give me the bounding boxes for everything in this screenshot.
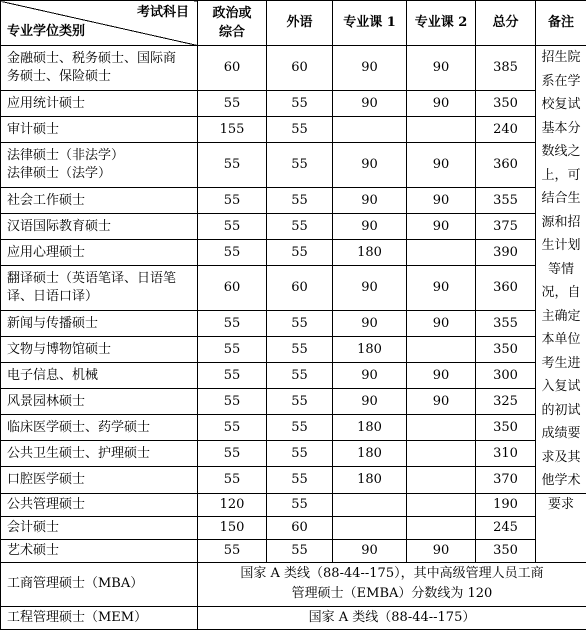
table-row	[1, 363, 586, 389]
score-foreign: 55	[267, 188, 333, 214]
table-row	[1, 117, 586, 143]
score-total: 390	[476, 240, 536, 266]
degree-category	[1, 467, 198, 493]
score-major1: 180	[333, 415, 407, 441]
score-total: 350	[476, 337, 536, 363]
remarks-line: 生计划	[538, 234, 584, 258]
degree-category-line: 金融硕士、税务硕士、国际商	[7, 50, 197, 68]
score-major1: 90	[333, 214, 407, 240]
remarks-line: 招生院	[538, 46, 584, 70]
degree-category	[1, 415, 198, 441]
degree-category-line: 法律硕士（法学）	[7, 165, 197, 183]
degree-category	[1, 516, 198, 539]
score-major1: 90	[333, 46, 407, 91]
degree-category-line: 译、日语口译）	[7, 288, 197, 306]
score-foreign: 55	[267, 117, 333, 143]
mba-note-line: 管理硕士（EMBA）分数线为 120	[204, 584, 580, 604]
degree-category	[1, 539, 198, 562]
score-major1: 180	[333, 240, 407, 266]
score-major1: 180	[333, 441, 407, 467]
score-total: 325	[476, 389, 536, 415]
score-major1: 90	[333, 389, 407, 415]
table-row	[1, 467, 586, 493]
degree-category-line: 应用心理硕士	[7, 244, 197, 262]
score-major1: 90	[333, 539, 407, 562]
degree-category	[1, 240, 198, 266]
score-politics: 55	[198, 311, 267, 337]
score-major2: 90	[407, 363, 476, 389]
degree-category-line: 公共卫生硕士、护理硕士	[7, 445, 197, 463]
score-foreign: 60	[267, 266, 333, 311]
header-major2: 专业课 2	[407, 1, 476, 46]
score-total: 355	[476, 311, 536, 337]
score-major1: 90	[333, 311, 407, 337]
mem-name: 工程管理硕士（MEM）	[7, 610, 147, 625]
diagonal-header-cell	[1, 1, 198, 46]
score-politics: 55	[198, 415, 267, 441]
score-major2: 90	[407, 188, 476, 214]
row-header-label: 专业学位类别	[7, 23, 85, 41]
table-row	[1, 91, 586, 117]
score-total: 300	[476, 363, 536, 389]
score-politics: 55	[198, 214, 267, 240]
header-total: 总分	[476, 1, 536, 46]
score-total: 355	[476, 188, 536, 214]
score-politics: 55	[198, 188, 267, 214]
degree-category-line: 审计硕士	[7, 121, 197, 139]
score-politics: 60	[198, 46, 267, 91]
score-politics: 55	[198, 389, 267, 415]
score-politics: 60	[198, 266, 267, 311]
degree-category-line: 临床医学硕士、药学硕士	[7, 419, 197, 437]
degree-category	[1, 91, 198, 117]
score-total: 370	[476, 467, 536, 493]
degree-category-line: 会计硕士	[7, 519, 197, 537]
degree-category	[1, 493, 198, 516]
degree-category-line: 务硕士、保险硕士	[7, 68, 197, 86]
degree-category-line: 文物与博物馆硕士	[7, 341, 197, 359]
header-remarks: 备注	[536, 1, 586, 46]
degree-category	[1, 214, 198, 240]
degree-category-line: 公共管理硕士	[7, 496, 197, 514]
degree-category-line: 社会工作硕士	[7, 192, 197, 210]
score-major1: 90	[333, 266, 407, 311]
score-major1: 90	[333, 143, 407, 188]
remarks-line: 他学术	[538, 469, 584, 493]
remarks-line: 基本分	[538, 117, 584, 141]
degree-category-line: 法律硕士（非法学）	[7, 147, 197, 165]
degree-category-line: 电子信息、机械	[7, 367, 197, 385]
degree-category	[1, 46, 198, 91]
score-foreign: 60	[267, 516, 333, 539]
remarks-line: 成绩要	[538, 422, 584, 446]
degree-category	[1, 389, 198, 415]
score-major1: 180	[333, 337, 407, 363]
remarks-line: 考生进	[538, 352, 584, 376]
remarks-line: 本单位	[538, 328, 584, 352]
score-major2: 90	[407, 311, 476, 337]
score-total: 360	[476, 143, 536, 188]
header-foreign: 外语	[267, 1, 333, 46]
mem-note: 国家 A 类线（88-44--175）	[198, 606, 586, 629]
score-major2	[407, 415, 476, 441]
table-row	[1, 441, 586, 467]
score-politics: 55	[198, 91, 267, 117]
degree-category	[1, 441, 198, 467]
score-major2: 90	[407, 539, 476, 562]
score-major1	[333, 516, 407, 539]
score-foreign: 55	[267, 240, 333, 266]
score-major2: 90	[407, 91, 476, 117]
score-major2: 90	[407, 266, 476, 311]
score-politics: 55	[198, 467, 267, 493]
col-header-label: 考试科目	[137, 4, 189, 22]
score-foreign: 55	[267, 539, 333, 562]
score-politics: 55	[198, 363, 267, 389]
degree-category-line: 翻译硕士（英语笔译、日语笔	[7, 270, 197, 288]
degree-category	[1, 117, 198, 143]
score-major1	[333, 117, 407, 143]
score-total: 310	[476, 441, 536, 467]
score-major2	[407, 467, 476, 493]
degree-category	[1, 143, 198, 188]
table-row	[1, 240, 586, 266]
score-total: 375	[476, 214, 536, 240]
degree-category	[1, 188, 198, 214]
remarks-line: 入复试	[538, 375, 584, 399]
score-total: 350	[476, 539, 536, 562]
degree-category	[1, 363, 198, 389]
table-row	[1, 214, 586, 240]
score-major1: 90	[333, 91, 407, 117]
score-politics: 55	[198, 337, 267, 363]
score-major2	[407, 441, 476, 467]
score-politics: 120	[198, 493, 267, 516]
degree-category-line: 口腔医学硕士	[7, 471, 197, 489]
score-foreign: 55	[267, 214, 333, 240]
table-row	[1, 188, 586, 214]
degree-category-line: 新闻与传播硕士	[7, 315, 197, 333]
table-row	[1, 311, 586, 337]
degree-category	[1, 266, 198, 311]
mba-note-line: 国家 A 类线（88-44--175），其中高级管理人员工商	[204, 564, 580, 584]
mba-note	[198, 562, 586, 606]
table-row-mem	[1, 606, 586, 629]
table-body	[1, 46, 586, 630]
table-row-mba	[1, 562, 586, 606]
header-politics: 政治或综合	[198, 1, 267, 46]
score-total: 240	[476, 117, 536, 143]
remarks-line: 数线之	[538, 140, 584, 164]
score-major1	[333, 493, 407, 516]
remarks-end-text: 要求	[548, 497, 574, 512]
score-foreign: 55	[267, 441, 333, 467]
remarks-line: 上，可	[538, 164, 584, 188]
remarks-line: 主确定	[538, 305, 584, 329]
score-politics: 55	[198, 143, 267, 188]
score-total: 360	[476, 266, 536, 311]
degree-category-line: 汉语国际教育硕士	[7, 218, 197, 236]
degree-category	[1, 337, 198, 363]
remarks-line: 的初试	[538, 399, 584, 423]
remarks-line: 况，自	[538, 281, 584, 305]
score-major2: 90	[407, 46, 476, 91]
remarks-line: 源和招	[538, 211, 584, 235]
table-row	[1, 539, 586, 562]
score-foreign: 55	[267, 91, 333, 117]
score-major2	[407, 516, 476, 539]
score-foreign: 55	[267, 389, 333, 415]
score-total: 245	[476, 516, 536, 539]
degree-category	[1, 562, 198, 606]
score-foreign: 60	[267, 46, 333, 91]
header-major1: 专业课 1	[333, 1, 407, 46]
table-row	[1, 415, 586, 441]
score-politics: 155	[198, 117, 267, 143]
score-major2: 90	[407, 214, 476, 240]
score-total: 385	[476, 46, 536, 91]
remarks-end-cell	[536, 493, 586, 562]
table-row	[1, 516, 586, 539]
score-major1: 180	[333, 467, 407, 493]
score-major1: 90	[333, 188, 407, 214]
score-major1: 90	[333, 363, 407, 389]
score-politics: 55	[198, 441, 267, 467]
table-row	[1, 46, 586, 91]
score-major2: 90	[407, 143, 476, 188]
table-row	[1, 389, 586, 415]
degree-category	[1, 606, 198, 629]
degree-category	[1, 311, 198, 337]
score-politics: 55	[198, 539, 267, 562]
score-politics: 55	[198, 240, 267, 266]
mba-name: 工商管理硕士（MBA）	[7, 576, 143, 591]
score-major2	[407, 240, 476, 266]
score-total: 350	[476, 91, 536, 117]
degree-category-line: 应用统计硕士	[7, 95, 197, 113]
table-row	[1, 143, 586, 188]
score-foreign: 55	[267, 337, 333, 363]
remarks-line: 求及其	[538, 446, 584, 470]
remarks-line: 校复试	[538, 93, 584, 117]
remarks-line: 系在学	[538, 70, 584, 94]
score-foreign: 55	[267, 467, 333, 493]
score-total: 190	[476, 493, 536, 516]
score-total: 350	[476, 415, 536, 441]
table-row	[1, 337, 586, 363]
score-foreign: 55	[267, 363, 333, 389]
degree-category-line: 艺术硕士	[7, 542, 197, 560]
score-foreign: 55	[267, 311, 333, 337]
remarks-cell	[536, 46, 586, 494]
score-major2	[407, 337, 476, 363]
degree-category-line: 风景园林硕士	[7, 393, 197, 411]
score-foreign: 55	[267, 143, 333, 188]
score-major2	[407, 493, 476, 516]
score-major2	[407, 117, 476, 143]
table-row	[1, 266, 586, 311]
score-foreign: 55	[267, 415, 333, 441]
score-politics: 150	[198, 516, 267, 539]
score-foreign: 55	[267, 493, 333, 516]
remarks-line: 结合生	[538, 187, 584, 211]
table-row	[1, 493, 586, 516]
score-major2: 90	[407, 389, 476, 415]
remarks-line: 等情	[538, 258, 584, 282]
